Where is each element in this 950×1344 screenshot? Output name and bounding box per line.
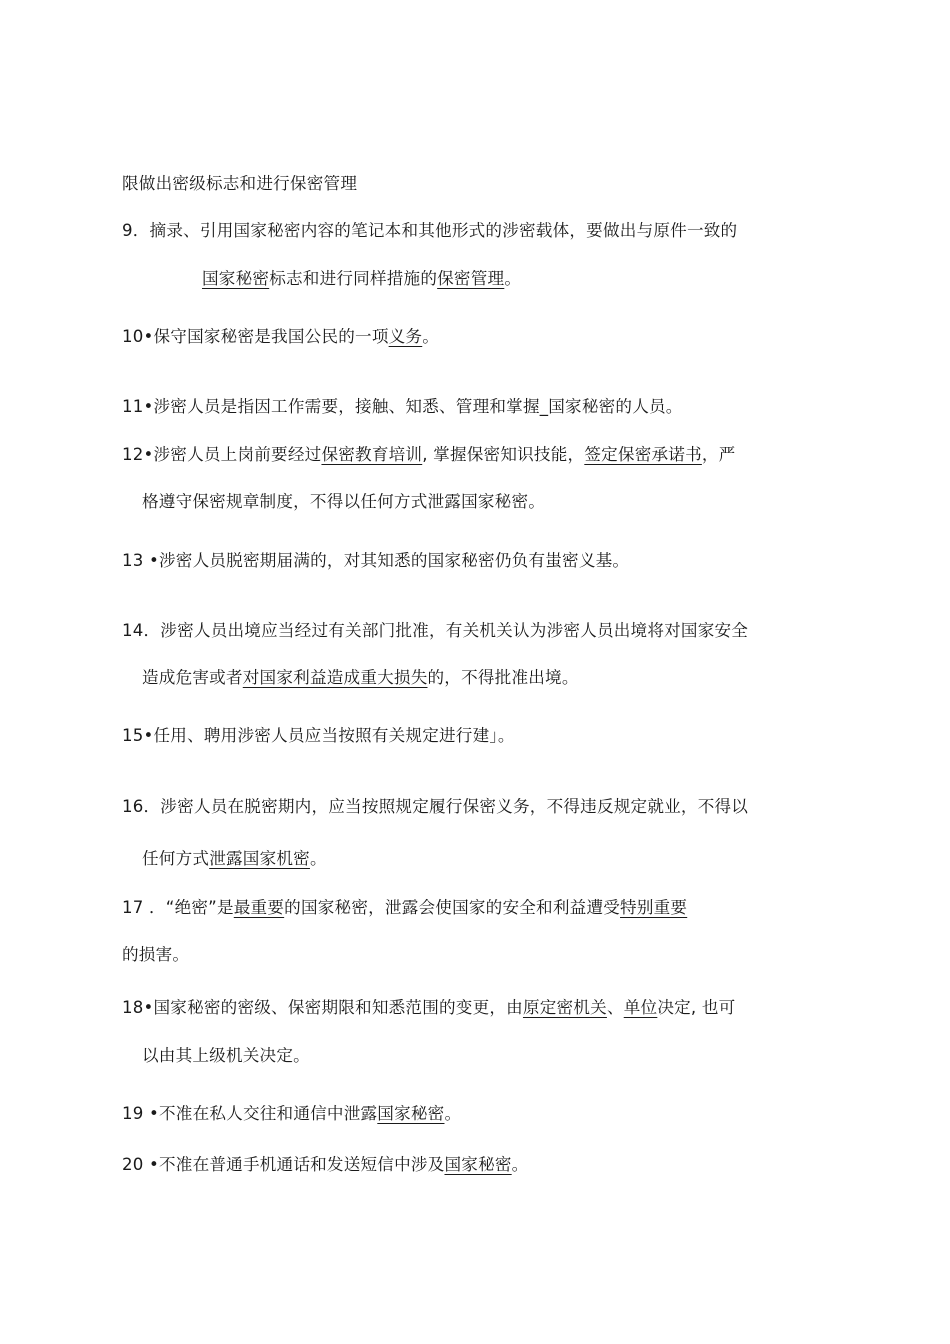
text: 10•保守国家秘密是我国公民的一项 — [122, 327, 389, 346]
text: 14．涉密人员出境应当经过有关部门批准，有关机关认为涉密人员出境将对国家安全 — [122, 621, 749, 640]
list-item-10 — [122, 326, 439, 348]
underlined-answer: 对国家利益造成重大损失 — [242, 668, 428, 687]
list-item-20 — [122, 1154, 528, 1176]
list-item-14-cont — [142, 667, 579, 689]
underlined-answer: 国家秘密 — [444, 1155, 512, 1174]
text: 决定, 也可 — [657, 998, 736, 1017]
text: 15•任用、聘用涉密人员应当按照有关规定进行建」。 — [122, 726, 515, 745]
text: 限做出密级标志和进行保密管理 — [122, 174, 358, 193]
text: 、 — [606, 998, 624, 1017]
list-item-12 — [122, 444, 735, 466]
underlined-answer: 单位 — [623, 998, 658, 1017]
text: 标志和进行同样措施的 — [269, 269, 438, 288]
text: 的损害。 — [122, 945, 190, 964]
list-item-16-cont — [142, 848, 327, 870]
underlined-answer: 签定保密承诺书 — [584, 445, 702, 464]
underlined-answer: 原定密机关 — [522, 998, 607, 1017]
list-item-9 — [122, 220, 737, 242]
text: 18•国家秘密的密级、保密期限和知悉范围的变更，由 — [122, 998, 523, 1017]
list-item-18-cont — [142, 1045, 310, 1067]
text: ，严 — [701, 445, 736, 464]
text: 以由其上级机关决定。 — [142, 1046, 310, 1065]
list-item-16 — [122, 796, 748, 818]
underlined-answer: 义务 — [388, 327, 423, 346]
underlined-answer: 国家秘密 — [202, 269, 270, 288]
list-item-14 — [122, 620, 748, 642]
text: 17 ．“绝密”是 — [122, 898, 234, 917]
list-item-9-cont — [202, 268, 521, 290]
text: 。 — [422, 327, 440, 346]
text: 。 — [309, 849, 327, 868]
list-item-15 — [122, 725, 515, 747]
list-item-11 — [122, 396, 683, 418]
text-line — [122, 173, 357, 195]
list-item-19 — [122, 1103, 461, 1125]
list-item-17-cont — [122, 944, 189, 966]
underlined-answer: 保密管理 — [437, 269, 505, 288]
text: , 掌握保密知识技能， — [422, 445, 585, 464]
underlined-answer: 保密教育培训 — [321, 445, 423, 464]
underlined-answer: 最重要 — [233, 898, 285, 917]
text: 9．摘录、引用国家秘密内容的笔记本和其他形式的涉密载体，要做出与原件一致的 — [122, 221, 738, 240]
underlined-answer: 国家秘密 — [377, 1104, 445, 1123]
underlined-answer: 特别重要 — [620, 898, 688, 917]
text: 11•涉密人员是指因工作需要，接触、知悉、管理和掌握_国家秘密的人员。 — [122, 397, 683, 416]
text: 。 — [504, 269, 522, 288]
text: 的，不得批准出境。 — [427, 668, 579, 687]
text: 20 •不准在普通手机通话和发送短信中涉及 — [122, 1155, 445, 1174]
text: 格遵守保密规章制度，不得以任何方式泄露国家秘密。 — [142, 492, 546, 511]
text: 13 •涉密人员脱密期届满的，对其知悉的国家秘密仍负有蚩密义基。 — [122, 551, 630, 570]
text: 16．涉密人员在脱密期内，应当按照规定履行保密义务，不得违反规定就业，不得以 — [122, 797, 749, 816]
list-item-18 — [122, 997, 735, 1019]
list-item-13 — [122, 550, 629, 572]
text: 。 — [444, 1104, 462, 1123]
text: 的国家秘密，泄露会使国家的安全和利益遭受 — [284, 898, 621, 917]
text: 12•涉密人员上岗前要经过 — [122, 445, 322, 464]
list-item-12-cont — [142, 491, 545, 513]
list-item-17 — [122, 897, 687, 919]
text: 任何方式 — [142, 849, 210, 868]
text: 造成危害或者 — [142, 668, 243, 687]
underlined-answer: 泄露国家机密 — [209, 849, 310, 868]
text: 19 •不准在私人交往和通信中泄露 — [122, 1104, 378, 1123]
text: 。 — [511, 1155, 529, 1174]
